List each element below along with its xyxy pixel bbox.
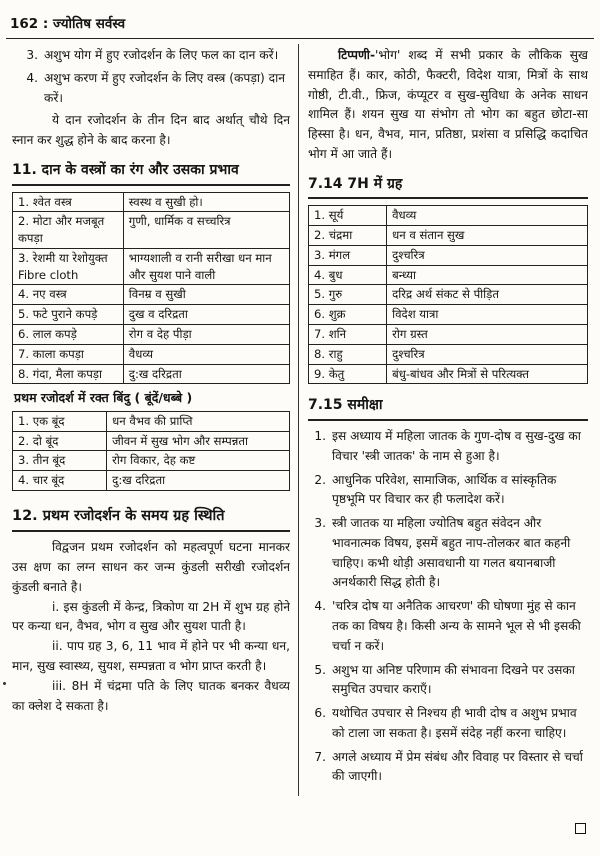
table-row — [309, 285, 588, 305]
table-row — [13, 431, 290, 451]
table-row — [309, 245, 588, 265]
table-row — [13, 285, 290, 305]
table-cell: दु:ख दरिद्रता — [123, 364, 289, 384]
table-cell: 1. श्वेत वस्त्र — [13, 192, 124, 212]
list-item: 5. अशुभ या अनिष्ट परिणाम की संभावना दिखने पर उसका समुचित उपचार कराएँ। — [314, 662, 575, 697]
table-cell: रोग ग्रस्त — [387, 325, 588, 345]
table-cell: 5. गुरु — [309, 285, 387, 305]
table-cell: दुख व दरिद्रता — [123, 305, 289, 325]
table-row — [13, 212, 290, 249]
list-item: 1. इस अध्याय में महिला जातक के गुण-दोष व सुख-दुख का विचार 'स्त्री जातक' के नाम से हुआ है। — [314, 429, 581, 463]
table-row — [13, 192, 290, 212]
table-cell: जीवन में सुख भोग और सम्पन्नता — [107, 431, 290, 451]
table-row — [13, 325, 290, 345]
table-row — [309, 226, 588, 246]
left-column — [12, 46, 290, 836]
table-cell: स्वस्थ व सुखी हो। — [123, 192, 289, 212]
table-row — [13, 305, 290, 325]
review-list — [308, 427, 588, 787]
table-row — [13, 248, 290, 285]
intro-list — [12, 46, 290, 108]
section-12-item-2: ii. पाप ग्रह 3, 6, 11 भाव में होने पर भी कन्या धन, मान, सुख स्वास्थ्य, सुयश, सम्पन्नता व भोग प्राप्त करती है। — [12, 639, 290, 673]
table-cell: धन वैभव की प्राप्ति — [107, 411, 290, 431]
table-cell: 7. शनि — [309, 325, 387, 345]
table-row — [13, 411, 290, 431]
intro-paragraph: ये दान रजोदर्शन के तीन दिन बाद अर्थात् चौथे दिन स्नान कर शुद्ध होने के बाद करना है। — [12, 113, 290, 148]
list-item: 4. 'चरित्र दोष या अनैतिक आचरण' की घोषणा मुंह से कान तक का विषय है। किसी अन्य के सामने भूल से भी इसकी चर्चा न करें। — [314, 599, 581, 653]
list-item: 6. यथोचित उपचार से निश्चय ही भावी दोष व अशुभ प्रभाव को टाला जा सकता है। इसमें संदेह नहीं करना चाहिए। — [314, 706, 577, 740]
table-cell: 1. सूर्य — [309, 206, 387, 226]
table-cell: 8. राहु — [309, 344, 387, 364]
table-cell: 9. केतु — [309, 364, 387, 384]
page-header — [10, 14, 590, 36]
section-12-item-1: i. इस कुंडली में केन्द्र, त्रिकोण या 2H में शुभ ग्रह होने पर कन्या धन, वैभव, भोग व सुख और सुयश पाती है। — [12, 599, 290, 634]
list-item: 2. आधुनिक परिवेश, सामाजिक, आर्थिक व सांस्कृतिक पृष्ठभूमि पर विचार कर ही फलादेश करें। — [314, 472, 557, 507]
table-row — [309, 325, 588, 345]
table-cell: गुणी, धार्मिक व सच्चरित्र — [123, 212, 289, 249]
table-row — [309, 265, 588, 285]
table-cell: बन्ध्या — [387, 265, 588, 285]
note-text: 'भोग' शब्द में सभी प्रकार के लौकिक सुख समाहित हैं। कार, कोठी, फैक्टरी, विदेश यात्रा, मित्रों के साथ गोष्ठी, टी.वी., फ्रिज, कंप्यूटर व सुख-सुविधा के अनेक साधन शामिल हैं। शयन सुख या संभोग तो भोग का बहुत छोटा-सा हिस्सा है। धन, वैभव, मान, प्रतिष्ठा, प्रशंसा व प्रसिद्धि कदाचित भोग में आ जाते हैं। — [308, 48, 588, 161]
list-item: 3. स्त्री जातक या महिला ज्योतिष बहुत संवेदन और भावनात्मक विषय, इसमें बहुत नाप-तोलकर बात कहनी चाहिए। कभी थोड़ी असावधानी या गलत बयानबाजी अनर्थकारी सिद्ध होती है। — [314, 516, 571, 590]
table-cell: 4. चार बूंद — [13, 471, 107, 491]
table-cell: 3. तीन बूंद — [13, 451, 107, 471]
table-row — [309, 364, 588, 384]
table-cell: 4. नए वस्त्र — [13, 285, 124, 305]
table-cell: 6. लाल कपड़े — [13, 325, 124, 345]
note-label: टिप्पणी- — [338, 48, 376, 62]
table-cell: विनम्र व सुखी — [123, 285, 289, 305]
table-cell: 2. चंद्रमा — [309, 226, 387, 246]
ink-speck — [3, 682, 6, 685]
section-11-heading: 11. दान के वस्त्रों का रंग और उसका प्रभाव — [12, 159, 290, 186]
table-cell: दु:ख दरिद्रता — [107, 471, 290, 491]
table-row — [13, 451, 290, 471]
table-cell: रोग व देह पीड़ा — [123, 325, 289, 345]
table-cell: 1. एक बूंद — [13, 411, 107, 431]
blood-drop-table — [12, 411, 290, 491]
table-cell: 2. मोटा और मजबूत कपड़ा — [13, 212, 124, 249]
table-cell: वैधव्य — [387, 206, 588, 226]
planets-in-7h-table — [308, 205, 588, 384]
cloth-color-table — [12, 192, 290, 385]
table-cell: भाग्यशाली व रानी सरीखा धन मान और सुयश पाने वाली — [123, 248, 289, 285]
section-7-14-heading: 7.14 7H में ग्रह — [308, 173, 588, 200]
table-row — [13, 364, 290, 384]
table-row — [309, 344, 588, 364]
book-title: : ज्योतिष सर्वस्व — [42, 16, 126, 32]
table-cell: धन व संतान सुख — [387, 226, 588, 246]
table-cell: 5. फटे पुराने कपड़े — [13, 305, 124, 325]
end-of-page-square-icon — [575, 823, 586, 834]
note-block — [308, 46, 588, 165]
header-rule — [6, 38, 594, 39]
table-cell: 6. शुक्र — [309, 305, 387, 325]
table-cell: रोग विकार, देह कष्ट — [107, 451, 290, 471]
table-cell: 4. बुध — [309, 265, 387, 285]
section-12-paragraph: विद्वजन प्रथम रजोदर्शन को महत्वपूर्ण घटना मानकर उस क्षण का लग्न साधन कर जन्म कुंडली सरीखी रजोदर्शन कुंडली बनाते है। — [12, 540, 290, 594]
table-cell: वैधव्य — [123, 344, 289, 364]
table-cell: दुश्चरित्र — [387, 344, 588, 364]
table-cell: 2. दो बूंद — [13, 431, 107, 451]
table-cell: बंधु-बांधव और मित्रों से परित्यक्त — [387, 364, 588, 384]
table-cell: विदेश यात्रा — [387, 305, 588, 325]
table-row — [13, 471, 290, 491]
table-row — [309, 305, 588, 325]
table-cell: 3. मंगल — [309, 245, 387, 265]
table-cell: 7. काला कपड़ा — [13, 344, 124, 364]
table-cell: दुश्चरित्र — [387, 245, 588, 265]
section-7-15-heading: 7.15 समीक्षा — [308, 394, 588, 421]
column-divider — [298, 44, 299, 796]
table-row — [13, 344, 290, 364]
right-column — [308, 46, 588, 836]
section-12-item-3: iii. 8H में चंद्रमा पति के लिए घातक बनकर वैधव्य का क्लेश दे सकता है। — [12, 678, 290, 713]
list-item: 4. अशुभ करण में हुए रजोदर्शन के लिए वस्त्र (कपड़ा) दान करें। — [26, 70, 286, 105]
list-item: 7. अगले अध्याय में प्रेम संबंध और विवाह पर विस्तार से चर्चा की जाएगी। — [314, 749, 583, 784]
table-cell: दरिद्र अर्थ संकट से पीड़ित — [387, 285, 588, 305]
blood-drop-heading: प्रथम रजोदर्श में रक्त बिंदु ( बूंदें/धब्बे ) — [14, 390, 193, 406]
table-cell: 8. गंदा, मैला कपड़ा — [13, 364, 124, 384]
table-cell: 3. रेशमी या रेशोयुक्त Fibre cloth — [13, 248, 124, 285]
section-12-heading: 12. प्रथम रजोदर्शन के समय ग्रह स्थिति — [12, 505, 290, 532]
table-row — [309, 206, 588, 226]
page-number: 162 — [10, 16, 39, 32]
list-item: 3. अशुभ योग में हुए रजोदर्शन के लिए फल का दान करें। — [26, 48, 279, 62]
